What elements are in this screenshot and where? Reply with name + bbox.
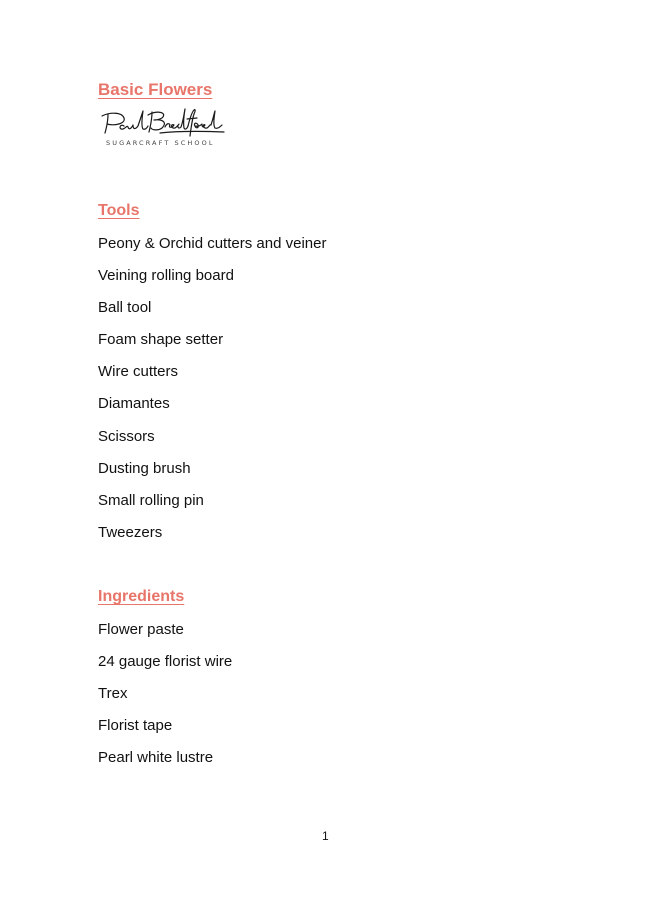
list-item: Pearl white lustre (98, 749, 214, 766)
logo-subtitle: SUGARCRAFT SCHOOL (106, 139, 215, 147)
list-item: Flower paste (98, 621, 184, 638)
list-item: Dusting brush (98, 460, 191, 477)
list-item: Wire cutters (98, 363, 179, 380)
list-item: Diamantes (98, 395, 170, 412)
ingredients-heading: Ingredients (98, 588, 185, 605)
page-number: 1 (322, 829, 329, 843)
list-item: Veining rolling board (98, 267, 234, 284)
document-title: Basic Flowers (98, 80, 213, 99)
list-item: Peony & Orchid cutters and veiner (98, 235, 327, 252)
list-item: 24 gauge florist wire (98, 653, 233, 670)
list-item: Scissors (98, 428, 155, 445)
signature-icon (98, 106, 228, 140)
list-item: Trex (98, 685, 128, 702)
list-item: Small rolling pin (98, 492, 204, 509)
list-item: Foam shape setter (98, 331, 224, 348)
list-item: Ball tool (98, 299, 152, 316)
list-item: Florist tape (98, 717, 173, 734)
list-item: Tweezers (98, 524, 163, 541)
tools-heading: Tools (98, 202, 140, 219)
